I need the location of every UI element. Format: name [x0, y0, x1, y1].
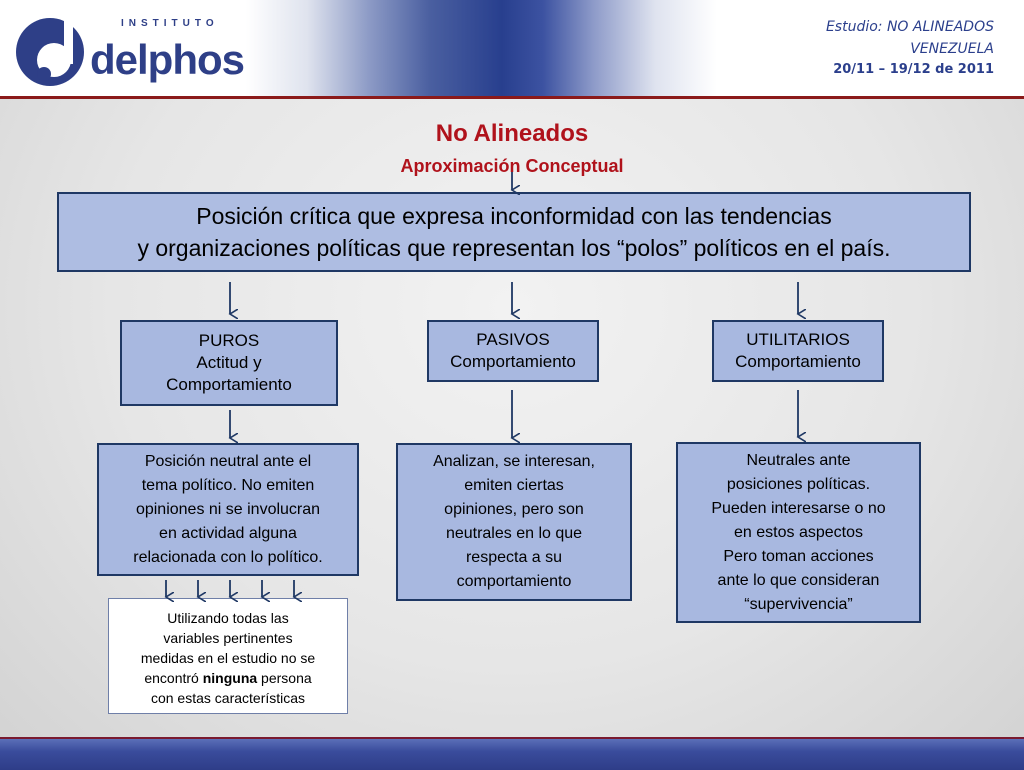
note-box	[108, 598, 348, 714]
category-line: PUROS	[198, 331, 260, 350]
note-line	[109, 668, 347, 688]
footer-bar	[0, 737, 1024, 770]
description-line: tema político. No emiten	[141, 476, 315, 494]
category-box-utilitarios	[712, 320, 884, 382]
description-line: opiniones, pero son	[444, 501, 584, 518]
page-subtitle: Aproximación Conceptual	[400, 156, 624, 176]
delphos-logo-icon	[14, 14, 92, 89]
description-line: emiten ciertas	[464, 477, 564, 494]
category-line: Actitud y	[196, 353, 262, 372]
study-info	[826, 16, 994, 80]
note-text: encontró	[144, 670, 203, 686]
definition-line-1: Posición crítica que expresa inconformidad con las tendencias	[196, 203, 832, 229]
description-line: Pueden interesarse o no	[711, 499, 886, 517]
study-country: VENEZUELA	[910, 41, 994, 57]
delphos-logo	[14, 14, 245, 89]
study-title: Estudio: NO ALINEADOS	[825, 19, 994, 35]
description-line: Analizan, se interesan,	[433, 453, 595, 470]
description-line: opiniones ni se involucran	[135, 500, 321, 518]
note-line: medidas en el estudio no se	[140, 650, 316, 666]
category-line: Comportamiento	[450, 352, 576, 371]
note-text: persona	[257, 670, 312, 686]
note-line: variables pertinentes	[163, 630, 293, 646]
logo-name-text: delphos	[90, 36, 245, 83]
description-line: en estos aspectos	[734, 523, 863, 541]
description-box-pasivos	[396, 443, 632, 601]
category-line: Comportamiento	[735, 352, 861, 371]
description-box-utilitarios	[676, 442, 921, 623]
category-line: Comportamiento	[166, 375, 292, 394]
description-line: “supervivencia”	[744, 595, 853, 613]
category-box-puros	[120, 320, 338, 406]
category-line: PASIVOS	[476, 330, 550, 349]
category-box-pasivos	[427, 320, 599, 382]
category-line: UTILITARIOS	[746, 330, 850, 349]
note-emphasis: ninguna	[202, 670, 258, 686]
note-line: con estas características	[150, 690, 306, 706]
description-line: ante lo que consideran	[717, 571, 880, 589]
definition-line-2: y organizaciones políticas que representan los “polos” políticos en el país.	[137, 235, 891, 261]
description-box-puros	[97, 443, 359, 576]
definition-box	[57, 192, 971, 272]
description-line: Posición neutral ante el	[144, 452, 312, 470]
header-divider	[0, 96, 1024, 99]
description-line: comportamiento	[456, 573, 572, 590]
study-dates: 20/11 – 19/12 de 2011	[833, 62, 994, 77]
page-title: No Alineados	[435, 120, 589, 147]
note-line: Utilizando todas las	[167, 610, 289, 626]
logo-instituto-text: INSTITUTO	[121, 18, 219, 29]
description-line: en actividad alguna	[159, 524, 297, 542]
description-line: neutrales en lo que	[445, 525, 583, 542]
description-line: respecta a su	[465, 549, 563, 566]
description-line: relacionada con lo político.	[133, 548, 323, 566]
description-line: Neutrales ante	[746, 451, 851, 469]
description-line: Pero toman acciones	[723, 547, 874, 565]
description-line: posiciones políticas.	[726, 475, 871, 493]
